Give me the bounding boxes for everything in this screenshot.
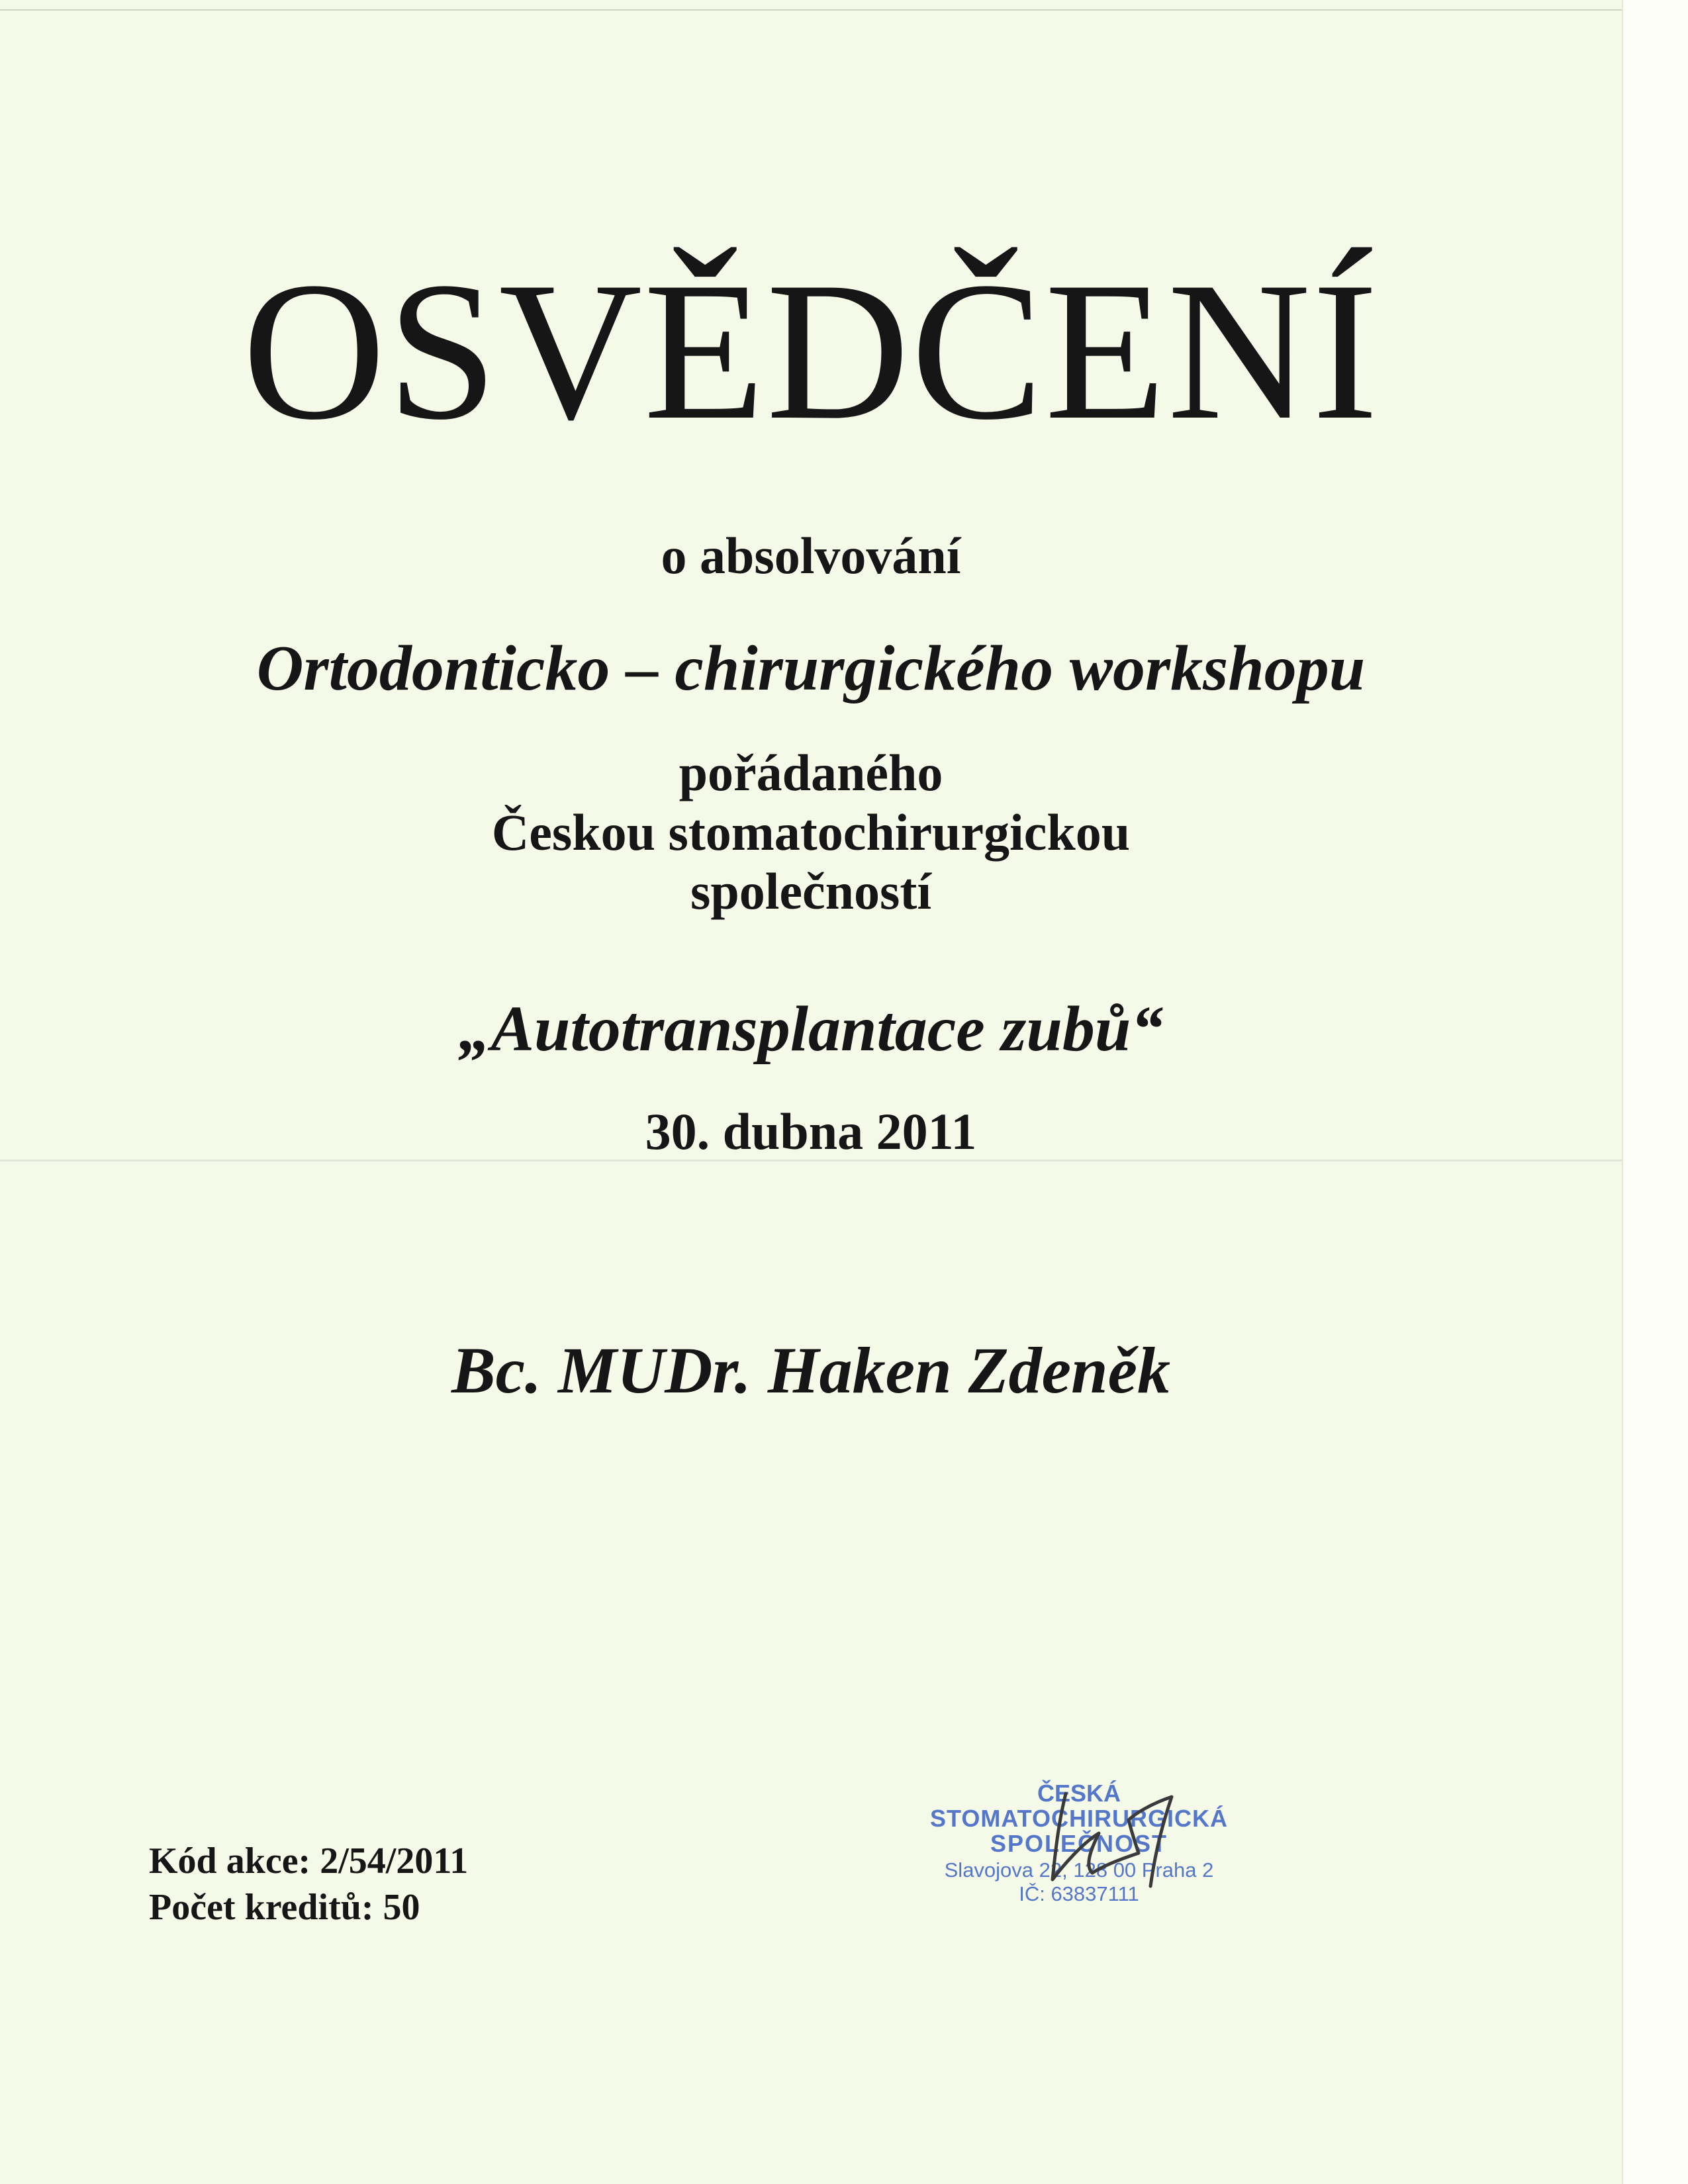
stamp-line-1: ČESKÁ xyxy=(1037,1780,1121,1807)
organizer-line-1: pořádaného xyxy=(679,744,943,801)
recipient-name: Bc. MUDr. Haken Zdeněk xyxy=(451,1334,1171,1407)
stamp-line-3: SPOLEČNOST xyxy=(990,1830,1168,1857)
event-code: Kód akce: 2/54/2011 xyxy=(149,1841,469,1882)
certificate-subtitle: o absolvování xyxy=(661,527,961,584)
handwritten-signature xyxy=(1019,1780,1231,1893)
stamp-line-2: STOMATOCHIRURGICKÁ xyxy=(930,1805,1228,1832)
certificate-title: OSVĚDČENÍ xyxy=(242,241,1380,461)
credit-count: Počet kreditů: 50 xyxy=(149,1887,420,1928)
event-date: 30. dubna 2011 xyxy=(645,1103,977,1160)
workshop-name: Ortodonticko – chirurgického workshopu xyxy=(256,633,1366,704)
stamp-ic: IČ: 63837111 xyxy=(1019,1882,1139,1905)
paper-edge xyxy=(1622,0,1688,2184)
organizer-line-2: Českou stomatochirurgickou xyxy=(491,803,1131,861)
top-edge-line xyxy=(0,9,1622,11)
organizer-line-3: společností xyxy=(690,862,932,920)
stamp-address: Slavojova 22, 128 00 Praha 2 xyxy=(944,1858,1214,1882)
workshop-topic: „Autotransplantace zubů“ xyxy=(458,993,1164,1065)
